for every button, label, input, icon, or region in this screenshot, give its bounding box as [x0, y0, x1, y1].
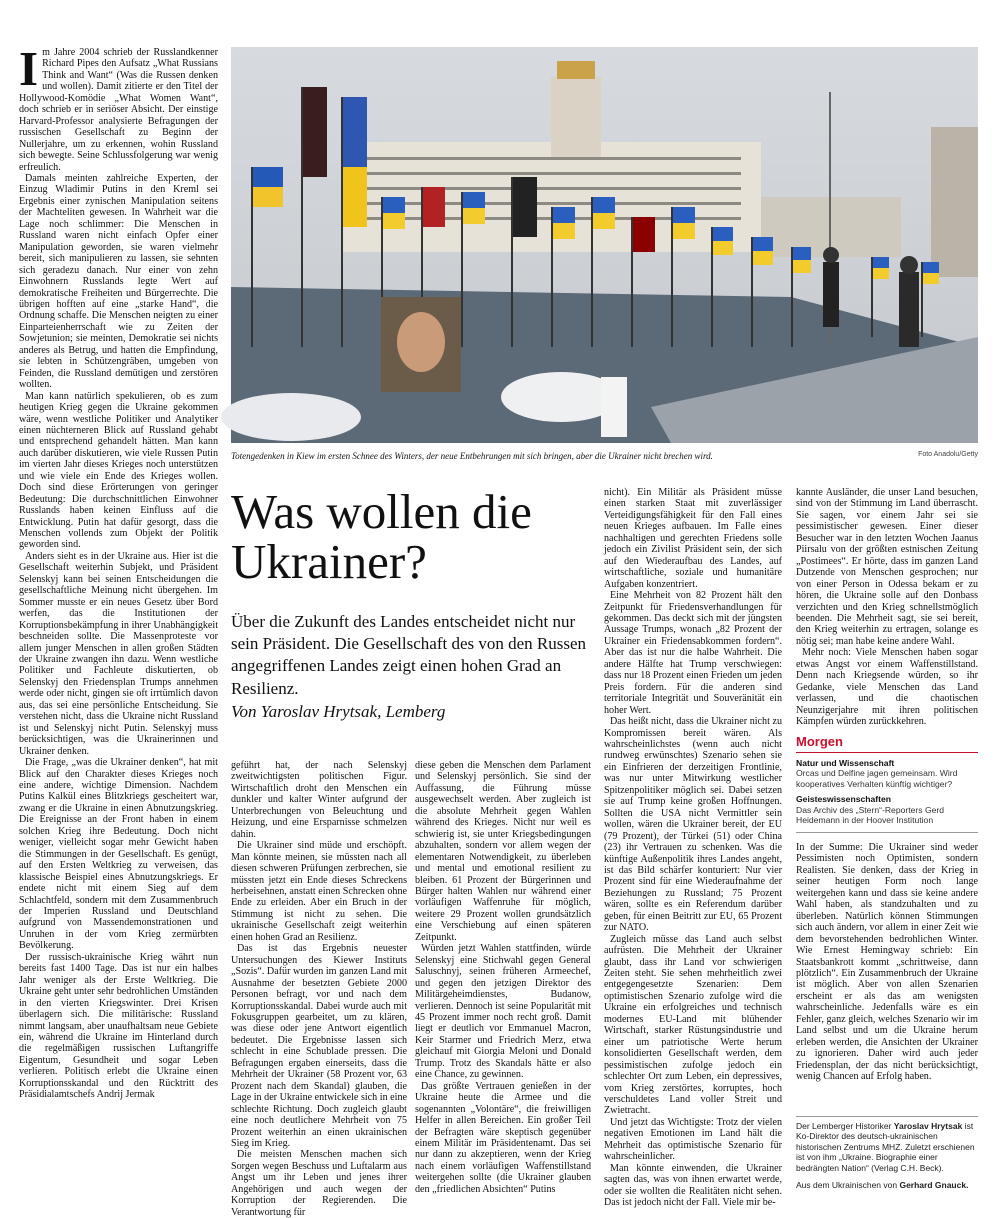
paragraph: Man könnte einwenden, die Ukrainer sagten das, was von ihnen erwartet werde, oder sie wollten die Realitäten nicht sehen. Das ist jedoch nicht der Fall. Viele mir be- [604, 1162, 782, 1209]
deck: Über die Zukunft des Landes entscheidet nicht nur sein Präsident. Die Gesellschaft des von den Russen angegriffenen Landes zeigt einen hohen Grad an Resilienz. [231, 612, 587, 698]
paragraph: kannte Ausländer, die unser Land besuchen, sind von der Stimmung im Land überrascht. Sie sagen, vor einem Jahr sei sie pessimistischer gewesen. Einer dieser Besucher war in den letzten Wochen Jaanus Piirsalu von der größten estnischen Zeitung „Postimees“. Er hörte, dass im ganzen Land Dutzende von Menschen gesprochen; nur von einer Person in Odessa bekam er zu hören, die Ukraine solle auf den Donbass verzichten und den Krieg schnellstmöglich beenden. Die Mehrheit sagt, sie sei bereit, den Krieg weiterhin zu ertragen, solange es nötig sei; man habe keine andere Wahl. [796, 487, 978, 647]
preview-item [796, 758, 978, 789]
paragraph: Würden jetzt Wahlen stattfinden, würde Selenskyj eine Stichwahl gegen General Saluschnyj, seinen früheren Armeechef, und gegen den jetzigen Direktor des Militärgeheimdienstes, Budanow, verlieren. Dennoch ist seine Popularität mit 45 Prozent immer noch recht groß. Damit liegt er deutlich vor Emmanuel Macron, Keir Starmer und Friedrich Merz, etwa gleichauf mit Giorgia Meloni und Donald Trump. Trotz des Skandals hätte er also eine Chance, zu gewinnen. [415, 943, 591, 1081]
drop-cap: I [19, 41, 39, 96]
preview-item [796, 794, 978, 825]
byline: Von Yaroslav Hrytsak, Lemberg [231, 702, 446, 721]
paragraph: nicht). Ein Militär als Präsident müsse einen starken Staat mit zuverlässiger Verteidigungsfähigkeit für den Fall eines neuen Krieges aufbauen. Im Falle eines nachhaltigen und gerechten Friedens solle jedoch ein Zivilist Präsident sein, der sich auf den Wiederaufbau des Landes, auf wirtschaftliche, soziale und humanitäre Aufgaben konzentriert. [604, 487, 782, 590]
paragraph: In der Summe: Die Ukrainer sind weder Pessimisten noch Optimisten, sondern Realisten. Sie denken, dass der Krieg in seiner heutigen Form noch lange weitergehen kann und dass sie keine andere Wahl haben, als standzuhalten und zu überleben. Natürlich können Stimmungen sich auch ändern, vor allem in einer Zeit wie dem bevorstehenden bedrohlichen Winter. Wie Ernest Hemingway schrieb: Ein Staatsbankrott kommt „schrittweise, dann plötzlich“. Ein Zusammenbruch der Ukraine ist möglich. Aber von allen Szenarien erscheint er als das am wenigsten wahrscheinliche. Jedenfalls wäre es ein Fehler, ganz gleich, welches Szenario wir im Land selbst und um die Ukraine herum erleben werden, die Ansichten der Ukrainer zu ignorieren. Daher wird auch jeder Friedensplan, der das nicht berücksichtigt, wenig Chancen auf Erfolg haben. [796, 842, 978, 1083]
translator-name: Gerhard Gnauck. [899, 1180, 969, 1190]
headline: Was wollen die Ukrainer? [231, 484, 532, 589]
photo-credit: Foto Anadolu/Getty [918, 451, 978, 458]
paragraph: Im Jahre 2004 schrieb der Russlandkenner Richard Pipes den Aufsatz „What Russians Think and Want“ (Was die Russen denken und wollen). Damit zitierte er den Titel der Hollywood-Komödie „What Women Want“, doch schrieb er in seriöser Absicht. Der einstige Harvard-Professor analysierte Befragungen der russischen Gesellschaft zu Beginn der Nullerjahre, um zu erkennen, wohin Russland sich bewegte. Seine Schlussfolgerung war wenig erfreulich. [19, 41, 218, 173]
preview-item-title: Natur und Wissenschaft [796, 758, 895, 768]
divider [796, 832, 978, 833]
author-bio: Der Lemberger Historiker Yaroslav Hrytsak ist Ko-Direktor des deutsch-ukrainischen historischen Zentrums MHZ. Zuletzt erschienen ist von ihm „Ukraine. Biographie einer bedrängten Nation“ (Verlag C.H. Beck). [796, 1116, 978, 1173]
preview-box [796, 734, 978, 833]
paragraph: Das heißt nicht, dass die Ukrainer nicht zu Kompromissen bereit wären. Als wahrscheinlichstes (wenn auch nicht rundweg erwünschtes) Szenario sehen sie ein Einfrieren der derzeitigen Frontlinie, was nur unter Mitwirkung westlicher Spitzenpolitiker möglich sei. Dabei setzen sie auf Trump keine großen Hoffnungen. Sollten die USA nicht Vermittler sein wollen, wären die Ukrainer bereit, der EU (79 Prozent), der Türkei (51) oder China (23) ihr Vertrauen zu schenken. Was die künftige Außenpolitik ihres Landes angeht, ist das Bild schärfer konturiert: Nur vier Prozent sind für eine Wiederaufnahme der Beziehungen zu Russland; 75 Prozent wären, sollte es ein Referendum darüber geben, für einen Beitritt zur EU, 65 Prozent zur NATO. [604, 716, 782, 934]
preview-item-title: Geisteswissenschaften [796, 794, 892, 805]
paragraph: diese geben die Menschen dem Parlament und Selenskyj persönlich. Sie sind der Auffassung, die Führung müsse ausgewechselt werden. Aber zugleich ist die absolute Mehrheit gegen Wahlen während des Krieges. Nicht nur weil es schwierig ist, sie unter Kriegsbedingungen abzuhalten, sondern vor allem wegen der elementaren Notwendigkeit, zu überleben und mental und emotional resilient zu bleiben. 61 Prozent der Bürgerinnen und Bürger halten Wahlen nur während einer vorläufigen Waffenruhe für möglich, weitere 29 Prozent wollen grundsätzlich eine Verschiebung auf einen späteren Zeitpunkt. [415, 760, 591, 943]
paragraph: Man kann natürlich spekulieren, ob es zum heutigen Krieg gegen die Ukraine gekommen wäre, wenn westliche Politiker und Analytiker einen nüchterneren Blick auf Russland gehabt und entsprechend gehandelt hätten. Man kann auch darüber diskutieren, wie viele Russen Putin im vierten Jahr dieses Krieges noch unterstützen und wie viele ein Ende des Krieges wollen. Doch sind diese Erörterungen von geringer Bedeutung: Die durchschnittlichen Einwohner Russlands haben keinen Einfluss auf die Entwicklung. Putin hat dafür gesorgt, dass die Menschen vollends zum Objekt der Politik geworden sind. [19, 390, 218, 551]
translator-credit: Aus dem Ukrainischen von Gerhard Gnauck. [796, 1180, 969, 1190]
preview-item-text: Orcas und Delfine jagen gemeinsam. Wird kooperatives Verhalten künftig wichtiger? [796, 768, 958, 789]
photo-caption: Totengedenken in Kiew im ersten Schnee des Winters, der neue Entbehrungen mit sich bringen, aber die Ukrainer nicht brechen wird. [231, 451, 713, 461]
paragraph: Die Ukrainer sind müde und erschöpft. Man könnte meinen, sie müssten nach all diesen schweren Prüfungen zerbrechen, sie müssten jetzt ein Ende dieses Schreckens herbeisehnen, anstatt einen Schrecken ohne Ende zu erleiden. Aber ein Bruch in der Stimmung ist nicht zu sehen. Die ukrainische Gesellschaft zeigt weiterhin einen hohen Grad an Resilienz. [231, 840, 407, 943]
article-column-1 [19, 41, 218, 1177]
paragraph: Anders sieht es in der Ukraine aus. Hier ist die Gesellschaft weiterhin Subjekt, und Präsident Selenskyj kann bei seinen Entscheidungen die gesellschaftliche Meinung nicht übergehen. Im Sommer musste er ein neues Gesetz über Bord werfen, das die Institutionen der Korruptionsbekämpfung in ihrer Unabhängigkeit beschneiden sollte. Die Massenproteste vor allem junger Menschen in allen großen Städten der Ukraine zwangen ihn dazu. Wenn westliche Politiker und Fachleute diskutierten, ob Selenskyj den Friedensplan Trumps annehmen werde oder nicht, gingen sie oft irrtümlich davon aus, das sei eine persönliche Entscheidung. Sie verstehen nicht, dass die Ukraine nicht Russland ist und Selenskyj nicht Putin. Selenskyj muss berücksichtigen, was die Ukrainerinnen und Ukrainer denken. [19, 550, 218, 757]
article-column-2 [231, 760, 407, 1218]
paragraph: Zugleich müsse das Land auch selbst aufrüsten. Die Mehrheit der Ukrainer glaubt, dass ihr Land vor schwierigen Zeiten steht. Sie sehen mehrheitlich zwei entgegengesetzte Szenarien: Dem optimistischen Szenario zufolge wird die Ukraine ein erfolgreiches und technisch modernes EU-Land mit blühender Wirtschaft, starker Rüstungsindustrie und einer um patriotische Werte herum konsolidierten Gesellschaft werden, dem pessimistischen zufolge jedoch ein schlechter Ort zum Leben, ein depressives, vom Krieg zerstörtes, korruptes, hoch verschuldetes Land voller Streit und Zwietracht. [604, 933, 782, 1117]
paragraph: Das ist das Ergebnis neuester Untersuchungen des Kiewer Instituts „Sozis“. Dafür wurden im ganzen Land mit Ausnahme der besetzten Gebiete 2000 Personen befragt, vor und nach dem Korruptionsskandal. Dabei wurde auch mit Fokusgruppen gearbeitet, um zu klären, was diese oder jene Antwort eigentlich bedeutet. Die Ergebnisse lassen sich schlecht in eine Schublade pressen. Die Befragungen ergaben einerseits, dass die Mehrheit der Ukrainer (58 Prozent vor, 63 Prozent nach dem Skandal) glauben, die Lage in der Ukraine entwickele sich in eine schlechte Richtung. Doch zugleich glaubt eine noch deutlichere Mehrheit von 75 Prozent weiterhin an einen ukrainischen Sieg im Krieg. [231, 943, 407, 1149]
preview-title: Morgen [796, 734, 978, 753]
paragraph: Das größte Vertrauen genießen in der Ukraine heute die Armee und die sogenannten „Volontäre“, die freiwilligen Helfer in allen Bereichen. Ein großer Teil der Befragten wäre skeptisch gegenüber einem Militär im Präsidentenamt. Das sei nur dann zu akzeptieren, wenn der Krieg nach einem vorläufigen Waffenstillstand weitergehen sollte (die Ukrainer glauben den „friedlichen Absichten“ Putins [415, 1080, 591, 1195]
memorial-photo [231, 47, 978, 443]
preview-item-text: Das Archiv des „Stern“-Reporters Gerd Heidemann in der Hoover Institution [796, 804, 945, 826]
paragraph: Eine Mehrheit von 82 Prozent hält den Zeitpunkt für Friedensverhandlungen für gekommen. Das deckt sich mit der jüngsten Aussage Trumps, wonach „82 Prozent der Ukrainer ein Friedensabkommen fordern“. Aber das ist nur die halbe Wahrheit. Die andere Hälfte hat Trump verschwiegen: dass nur 18 Prozent einen Frieden um jeden Preis fordern. Für die anderen sind territoriale Integrität und Souveränität ein hoher Wert. [604, 590, 782, 716]
paragraph: Damals meinten zahlreiche Experten, der Einzug Wladimir Putins in den Kreml sei Ergebnis einer zynischen Manipulation seitens der Machteliten gewesen. In Wahrheit war die Lage noch schlimmer: Die Menschen in Russland waren nicht einfach Opfer einer Manipulation geworden, sie waren vielmehr bereit, sich manipulieren zu lassen, sie sehnten sich geradezu danach. Nur einer von zehn Einwohnern Russlands legte Wert auf demokratische Freiheiten und Bürgerrechte. Die übrigen hofften auf eine „starke Hand“, die Ordnung schaffe. Die Menschen neigten zu einer Einparteienherrschaft wie zu Zeiten der Sowjetunion; sie meinten, Demokratie sei nichts anderes als Betrug, und hatten die Empfindung, sie lebten in Schützengräben, umgeben von Feinden, die Russland demütigen und zerstören wollten. [19, 172, 218, 391]
paragraph: Der russisch-ukrainische Krieg währt nun bereits fast 1400 Tage. Das ist nur ein halbes Jahr weniger als der Erste Weltkrieg. Die Ukraine geht unter sehr bedrohlichen Umständen in den vierten Kriegswinter. Drei Krisen überlagern sich. Die militärische: Russland nimmt langsam, aber unaufhaltsam neue Gebiete ein, während die Ukraine im Hinterland durch die regelmäßigen russischen Luftangriffe Eigentum, Gesundheit und sogar Leben verlieren. Politisch erlebt die Ukraine einen Korruptionsskandal und den Rücktritt des Präsidialamtschefs Andrij Jermak [19, 951, 218, 1101]
paragraph: geführt hat, der nach Selenskyj zweitwichtigsten politischen Figur. Wirtschaftlich droht den Menschen ein dunkler und kalter Winter aufgrund der Unterbrechungen von Beleuchtung und Heizung, und eine Ersparnisse schmelzen dahin. [231, 760, 407, 840]
article-column-5-bottom [796, 842, 978, 1108]
paragraph: Mehr noch: Viele Menschen haben sogar etwas Angst vor einem Waffenstillstand. Denn nach Kriegsende würden, so ihr Gedanke, viele Menschen das Land verlassen, und die chaotischen Neunzigerjahre mit ihren politischen Kämpfen würden zurückkehren. [796, 647, 978, 728]
article-column-3 [415, 760, 591, 1195]
article-column-5-top [796, 487, 978, 727]
article-column-4 [604, 487, 782, 1209]
author-name: Yaroslav Hrytsak [893, 1121, 963, 1131]
paragraph: Die meisten Menschen machen sich Sorgen wegen Beschuss und Luftalarm aus Angst um ihr Leben und jenes ihrer Angehörigen und auch wegen der Korruption der Regierenden. Die Verantwortung für [231, 1149, 407, 1218]
paragraph: Die Frage, „was die Ukrainer denken“, hat mit Blick auf den Charakter dieses Krieges noch eine andere, wichtige Dimension. Nachdem Putins Kalkül eines Blitzkriegs gescheitert war, zwang er die Ukraine in einen Abnutzungskrieg. Die Ereignisse an der Front haben in einem solchen Krieg ihre Bedeutung. Doch nicht weniger, vielleicht sogar mehr Gewicht haben die Stimmungen in der Gesellschaft. Es genügt, auf den Ersten Weltkrieg zu verweisen, das klassische Beispiel eines Abnutzungskriegs. Er endete nicht mit einem Sieg auf dem Schlachtfeld, sondern mit dem Zusammenbruch der Imperien Russland und Deutschland aufgrund von Massendemonstrationen und Unruhen in der vom Krieg zermürbten Bevölkerung. [19, 757, 218, 952]
paragraph: Und jetzt das Wichtigste: Trotz der vielen negativen Emotionen im Land hält die Mehrheit das optimistische Szenario für wahrscheinlicher. [604, 1116, 782, 1163]
